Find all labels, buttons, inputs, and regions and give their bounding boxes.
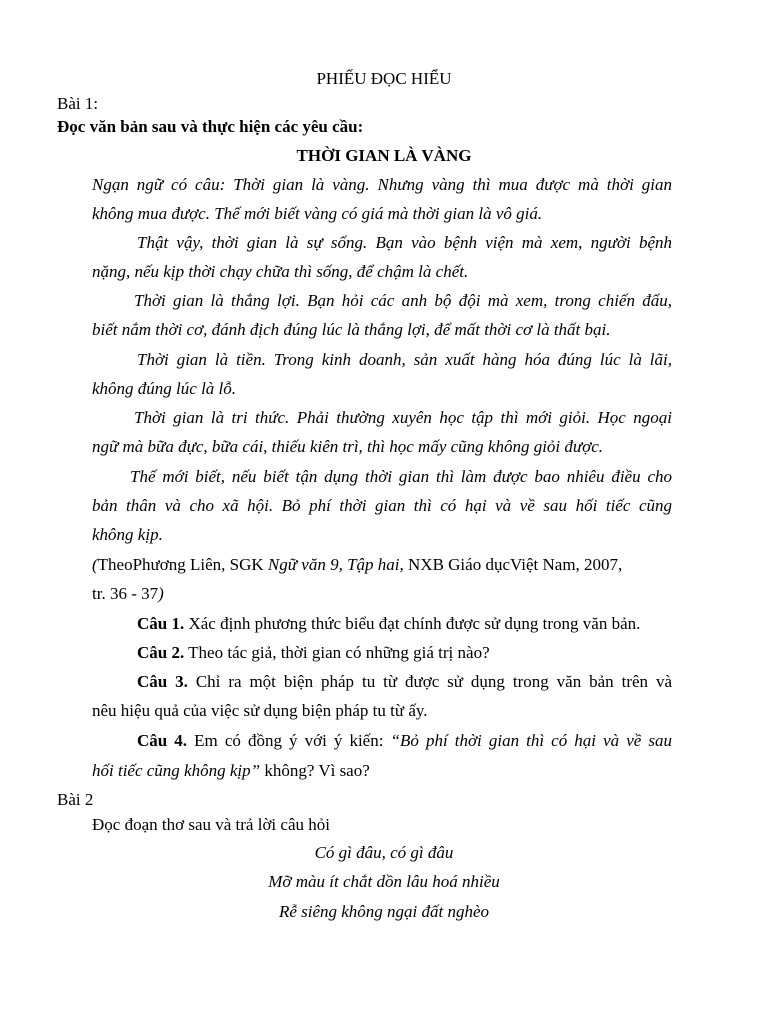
passage-line: biết nắm thời cơ, đánh địch đúng lúc là thắng lợi, để mất thời cơ là thất bại. xyxy=(92,320,611,339)
source-citation-line2: tr. 36 - 37) xyxy=(92,584,164,603)
passage-line: nặng, nếu kịp thời chạy chữa thì sống, để chậm là chết. xyxy=(92,262,469,281)
passage-line: ngữ mà bữa đực, bữa cái, thiếu kiên trì, thì học mấy cũng không giỏi được. xyxy=(92,437,604,456)
passage-line: Thời gian là thắng lợi. Bạn hỏi các anh bộ đội mà xem, trong chiến đấu, xyxy=(134,291,672,310)
passage-line: Thời gian là tri thức. Phải thường xuyên học tập thì mới giỏi. Học ngoại xyxy=(134,408,672,427)
bai2-instruction: Đọc đoạn thơ sau và trả lời câu hỏi xyxy=(92,815,330,834)
question-4-line2: hối tiếc cũng không kịp” không? Vì sao? xyxy=(92,761,370,780)
question-4: Câu 4. Em có đồng ý với ý kiến: “Bỏ phí thời gian thì có hại và về sau xyxy=(137,731,672,750)
passage-line: không mua được. Thế mới biết vàng có giá mà thời gian là vô giá. xyxy=(92,204,543,223)
question-2: Câu 2. Theo tác giả, thời gian có những giá trị nào? xyxy=(137,643,490,662)
text-title: THỜI GIAN LÀ VÀNG xyxy=(296,146,472,165)
passage-line: Thật vậy, thời gian là sự sống. Bạn vào bệnh viện mà xem, người bệnh xyxy=(137,233,672,252)
bai2-label: Bài 2 xyxy=(57,790,94,809)
poem-line: Rễ siêng không ngại đất nghèo xyxy=(278,902,490,921)
poem-line: Có gì đâu, có gì đâu xyxy=(314,843,454,862)
bai1-label: Bài 1: xyxy=(57,94,99,113)
document-title: PHIẾU ĐỌC HIỂU xyxy=(316,69,452,88)
question-3: Câu 3. Chỉ ra một biện pháp tu từ được sử dụng trong văn bản trên và xyxy=(137,672,672,691)
source-citation xyxy=(92,554,672,576)
passage-line: Ngạn ngữ có câu: Thời gian là vàng. Nhưng vàng thì mua được mà thời gian xyxy=(92,175,672,194)
bai1-instruction: Đọc văn bản sau và thực hiện các yêu cầu: xyxy=(57,117,364,136)
passage-line: không kịp. xyxy=(92,525,163,544)
question-3-line2: nêu hiệu quả của việc sử dụng biện pháp tu từ ấy. xyxy=(92,701,428,720)
passage-line: không đúng lúc là lỗ. xyxy=(92,379,237,398)
poem-line: Mỡ màu ít chắt dồn lâu hoá nhiều xyxy=(268,872,500,891)
question-1: Câu 1. Xác định phương thức biểu đạt chính được sử dụng trong văn bản. xyxy=(137,614,641,633)
passage-line: Thời gian là tiền. Trong kinh doanh, sản xuất hàng hóa đúng lúc là lãi, xyxy=(137,350,672,369)
passage-line: Thế mới biết, nếu biết tận dụng thời gian thì làm được bao nhiêu điều cho xyxy=(130,467,672,486)
passage-line: bản thân và cho xã hội. Bỏ phí thời gian thì có hại và về sau hối tiếc cũng xyxy=(92,496,672,515)
citation-part: (TheoPhương Liên, SGK Ngữ văn 9, Tập hai, NXB Giáo dụcViệt Nam, 2007, xyxy=(92,555,623,574)
